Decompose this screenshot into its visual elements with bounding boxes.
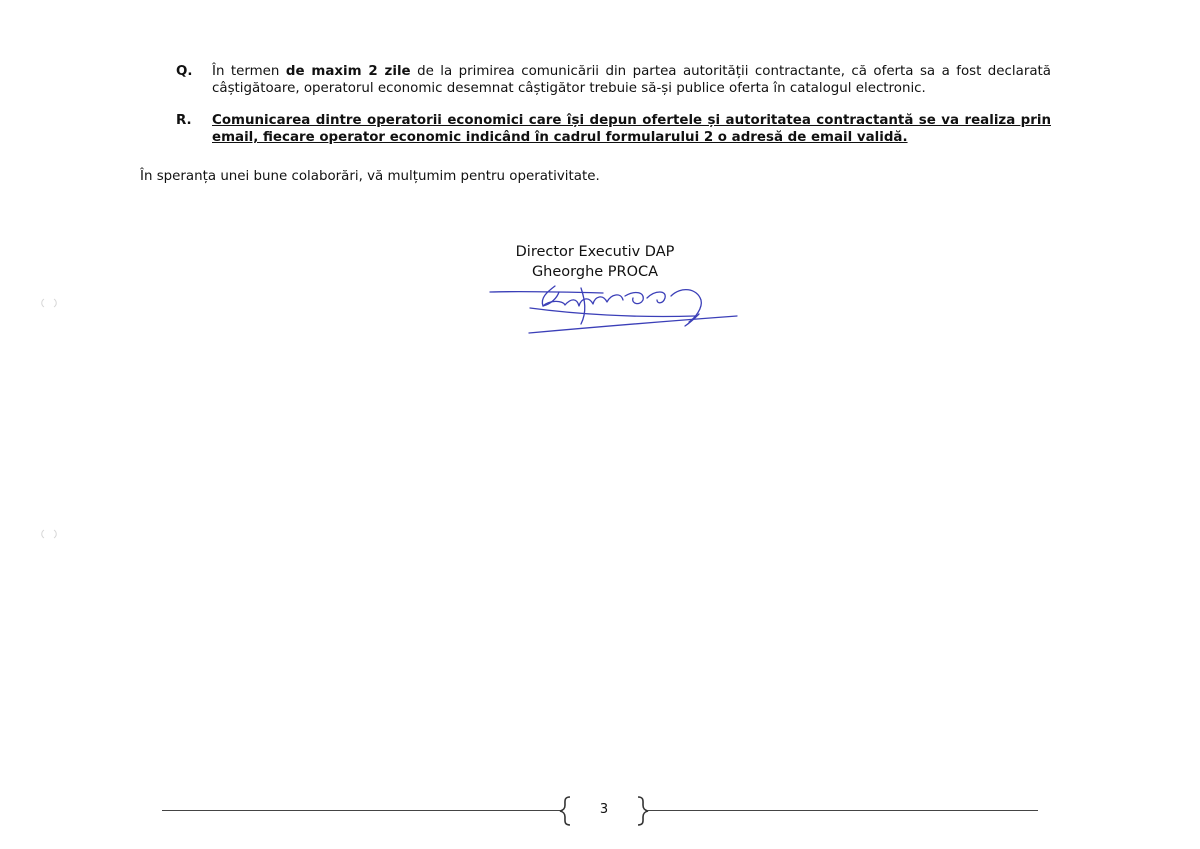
- left-brace-icon: [558, 795, 572, 827]
- closing-sentence: În speranța unei bune colaborări, vă mulțumim pentru operativitate.: [140, 169, 600, 184]
- signatory-block: [440, 242, 750, 282]
- list-item-q: [176, 63, 1051, 97]
- list-item-r: [176, 112, 1051, 146]
- signatory-name: Gheorghe PROCA: [531, 264, 659, 280]
- item-text: [212, 63, 1051, 97]
- item-text-end: de la primirea comunicării din partea autorității contractante, că oferta sa a fost declarată câștigătoare, operatorul economic desemnat câștigător trebuie să-și publice oferta în catalogul electronic.: [212, 64, 1051, 96]
- page-number: 3: [599, 802, 609, 817]
- item-text: Comunicarea dintre operatorii economici care își depun ofertele și autoritatea contractantă se va realiza prin email, fiecare operator economic indicând în cadrul formularului 2 o adresă de email validă.: [212, 113, 1051, 145]
- item-marker: Q.: [176, 64, 193, 79]
- signatory-title: Director Executiv DAP: [515, 244, 675, 260]
- footer-rule-right: [648, 810, 1038, 811]
- right-brace-icon: [636, 795, 650, 827]
- item-marker: R.: [176, 113, 192, 128]
- punch-hole-mark: [40, 298, 58, 308]
- handwritten-signature: [485, 278, 745, 340]
- punch-hole-mark: [40, 529, 58, 539]
- item-text-emphasis: de maxim 2 zile: [285, 64, 411, 79]
- item-text-start: În termen: [212, 64, 286, 79]
- footer-rule-left: [162, 810, 560, 811]
- page-footer: [160, 795, 1040, 827]
